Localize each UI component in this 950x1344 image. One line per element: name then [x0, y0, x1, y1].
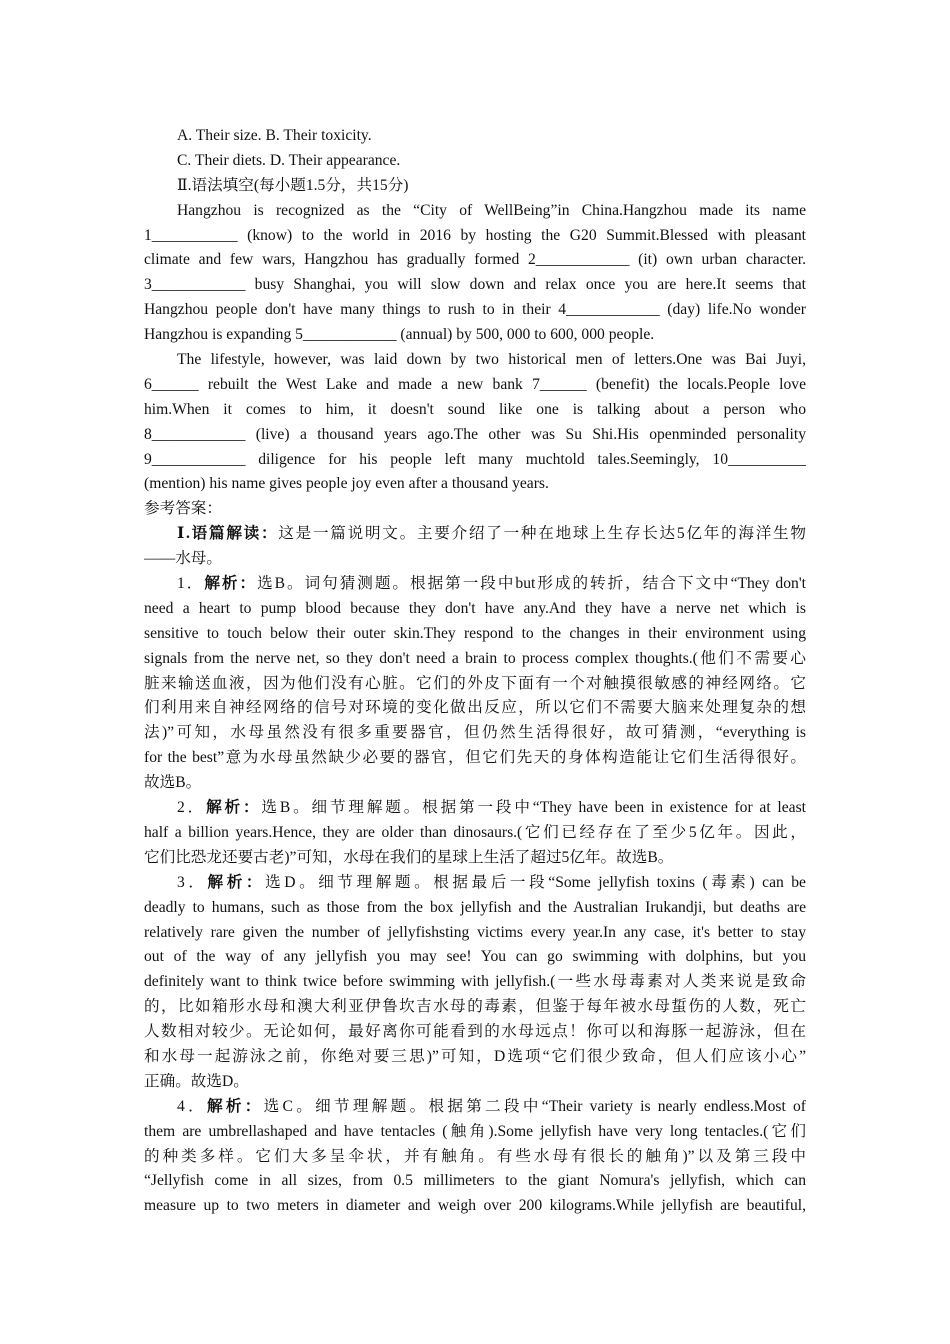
text-line: [144, 547, 806, 572]
text-line: [144, 1145, 806, 1170]
line-text: “Jellyfish come in all sizes, from 0.5 millimeters to the giant Nomura's jellyfish, which can: [144, 1172, 806, 1190]
text-line: [144, 647, 806, 672]
bold-label: 解析：: [207, 873, 266, 891]
text-line: [144, 721, 806, 746]
line-text: him.When it comes to him, it doesn't sound like one is talking about a person who: [144, 400, 806, 418]
text-line: [144, 622, 806, 647]
line-text: C. Their diets. D. Their appearance.: [177, 151, 401, 169]
text-line: [144, 273, 806, 298]
text-line: [144, 423, 806, 448]
bold-label: 解析：: [206, 1097, 264, 1115]
line-text: deadly to humans, such as those from the box jellyfish and the Australian Irukandji, but deaths are: [144, 898, 806, 916]
text-line: [144, 472, 806, 497]
line-text: 它们比恐龙还要古老)”可知，水母在我们的星球上生活了超过5亿年。故选B。: [144, 848, 674, 866]
text-line: [144, 497, 806, 522]
text-line: [144, 945, 806, 970]
text-line: [144, 149, 806, 174]
line-text: signals from the nerve net, so they don't need a brain to process complex thoughts.(他们不需要心: [144, 649, 806, 667]
text-line: [144, 224, 806, 249]
line-text: measure up to two meters in diameter and weigh over 200 kilograms.While jellyfish are beautiful,: [144, 1197, 806, 1215]
text-line: [144, 348, 806, 373]
item-number: 2．: [177, 799, 207, 817]
text-line: [144, 696, 806, 721]
text-line: [144, 1070, 806, 1095]
bold-label: Ⅰ.语篇解读：: [177, 525, 279, 543]
line-text: 选C。细节理解题。根据第二段中“Their variety is nearly endless.Most of: [263, 1097, 806, 1115]
line-text: for the best”意为水母虽然缺少必要的器官，但它们先天的身体构造能让它们生活得很好。: [144, 749, 806, 767]
text-line: [144, 572, 806, 597]
text-line: [144, 398, 806, 423]
item-number: 1．: [177, 575, 205, 593]
line-text: them are umbrellashaped and have tentacles (触角).Some jellyfish have very long tentacles.(它们: [144, 1122, 806, 1140]
line-text: definitely want to think twice before swimming with jellyfish.(一些水母毒素对人类来说是致命: [144, 973, 806, 991]
line-text: out of the way of any jellyfish you may see! You can go swimming with dolphins, but you: [144, 948, 806, 966]
line-text: Hangzhou is recognized as the “City of WellBeing”in China.Hangzhou made its name: [177, 201, 806, 219]
line-text: 1___________ (know) to the world in 2016 by hosting the G20 Summit.Blessed with pleasant: [144, 226, 806, 244]
item-number: 3．: [177, 873, 208, 891]
text-line: [144, 248, 806, 273]
text-line: [144, 1120, 806, 1145]
line-text: 故选B。: [144, 774, 202, 792]
text-line: [144, 448, 806, 473]
text-line: [144, 771, 806, 796]
line-text: relatively rare given the number of jellyfishsting victims every year.In any case, it's better to stay: [144, 923, 806, 941]
line-text: (mention) his name gives people joy even after a thousand years.: [144, 475, 549, 493]
line-text: 法)”可知，水母虽然没有很多重要器官，但仍然生活得很好，故可猜测，“everything is: [144, 724, 806, 742]
text-line: [144, 871, 806, 896]
line-text: The lifestyle, however, was laid down by two historical men of letters.One was Bai Juyi,: [177, 351, 806, 369]
line-text: 们利用来自神经网络的信号对环境的变化做出反应，所以它们不需要大脑来处理复杂的想: [144, 699, 806, 717]
text-line: [144, 597, 806, 622]
text-line: [144, 1194, 806, 1219]
text-line: [144, 298, 806, 323]
line-text: 9____________ diligence for his people left many muchtold tales.Seemingly, 10__________: [144, 450, 806, 468]
line-text: 这是一篇说明文。主要介绍了一种在地球上生存长达5亿年的海洋生物: [278, 525, 806, 543]
line-text: 选B。细节理解题。根据第一段中“They have been in existence for at least: [261, 799, 806, 817]
line-text: sensitive to touch below their outer skin.They respond to the changes in their environment using: [144, 624, 806, 642]
line-text: 参考答案：: [144, 500, 222, 518]
text-line: [144, 1169, 806, 1194]
text-line: [144, 1020, 806, 1045]
text-line: [144, 672, 806, 697]
text-line: [144, 821, 806, 846]
text-line: [144, 995, 806, 1020]
line-text: Ⅱ.语法填空(每小题1.5分，共15分): [177, 176, 409, 194]
line-text: 8____________ (live) a thousand years ago.The other was Su Shi.His openminded personality: [144, 425, 806, 443]
text-line: [144, 796, 806, 821]
text-line: [144, 1045, 806, 1070]
line-text: 3____________ busy Shanghai, you will slow down and relax once you are here.It seems that: [144, 276, 806, 294]
line-text: 选B。词句猜测题。根据第一段中but形成的转折，结合下文中“They don't: [257, 575, 806, 593]
text-line: [144, 522, 806, 547]
text-line: [144, 174, 806, 199]
text-line: [144, 373, 806, 398]
line-text: Hangzhou people don't have many things to rush to in their 4____________ (day) life.No wonder: [144, 301, 806, 319]
line-text: 选D。细节理解题。根据最后一段“Some jellyfish toxins (毒素) can be: [265, 873, 806, 891]
line-text: 的，比如箱形水母和澳大利亚伊鲁坎吉水母的毒素，但鉴于每年被水母蜇伤的人数，死亡: [144, 998, 806, 1016]
line-text: 的种类多样。它们大多呈伞状，并有触角。有些水母有很长的触角)”以及第三段中: [144, 1147, 806, 1165]
text-line: [144, 124, 806, 149]
text-line: [144, 846, 806, 871]
line-text: 6______ rebuilt the West Lake and made a new bank 7______ (benefit) the locals.People love: [144, 375, 806, 393]
line-text: 脏来输送血液，因为他们没有心脏。它们的外皮下面有一个对触摸很敏感的神经网络。它: [144, 674, 806, 692]
text-line: [144, 199, 806, 224]
line-text: 和水母一起游泳之前，你绝对要三思)”可知，D选项“它们很少致命，但人们应该小心”: [144, 1047, 806, 1065]
text-line: [144, 921, 806, 946]
bold-label: 解析：: [206, 799, 262, 817]
item-number: 4．: [177, 1097, 207, 1115]
line-text: need a heart to pump blood because they don't have any.And they have a nerve net which is: [144, 599, 806, 617]
line-text: 正确。故选D。: [144, 1072, 249, 1090]
text-line: [144, 323, 806, 348]
line-text: climate and few wars, Hangzhou has gradually formed 2____________ (it) own urban character.: [144, 251, 806, 269]
line-text: A. Their size. B. Their toxicity.: [177, 127, 372, 144]
bold-label: 解析：: [204, 575, 258, 593]
text-line: [144, 1095, 806, 1120]
text-line: [144, 746, 806, 771]
text-line: [144, 896, 806, 921]
line-text: Hangzhou is expanding 5____________ (annual) by 500, 000 to 600, 000 people.: [144, 326, 655, 344]
line-text: half a billion years.Hence, they are older than dinosaurs.(它们已经存在了至少5亿年。因此，: [144, 823, 806, 841]
document-page: [144, 124, 806, 1219]
text-line: [144, 970, 806, 995]
line-text: 人数相对较少。无论如何，最好离你可能看到的水母远点！你可以和海豚一起游泳，但在: [144, 1023, 806, 1041]
line-text: ——水母。: [144, 550, 222, 568]
